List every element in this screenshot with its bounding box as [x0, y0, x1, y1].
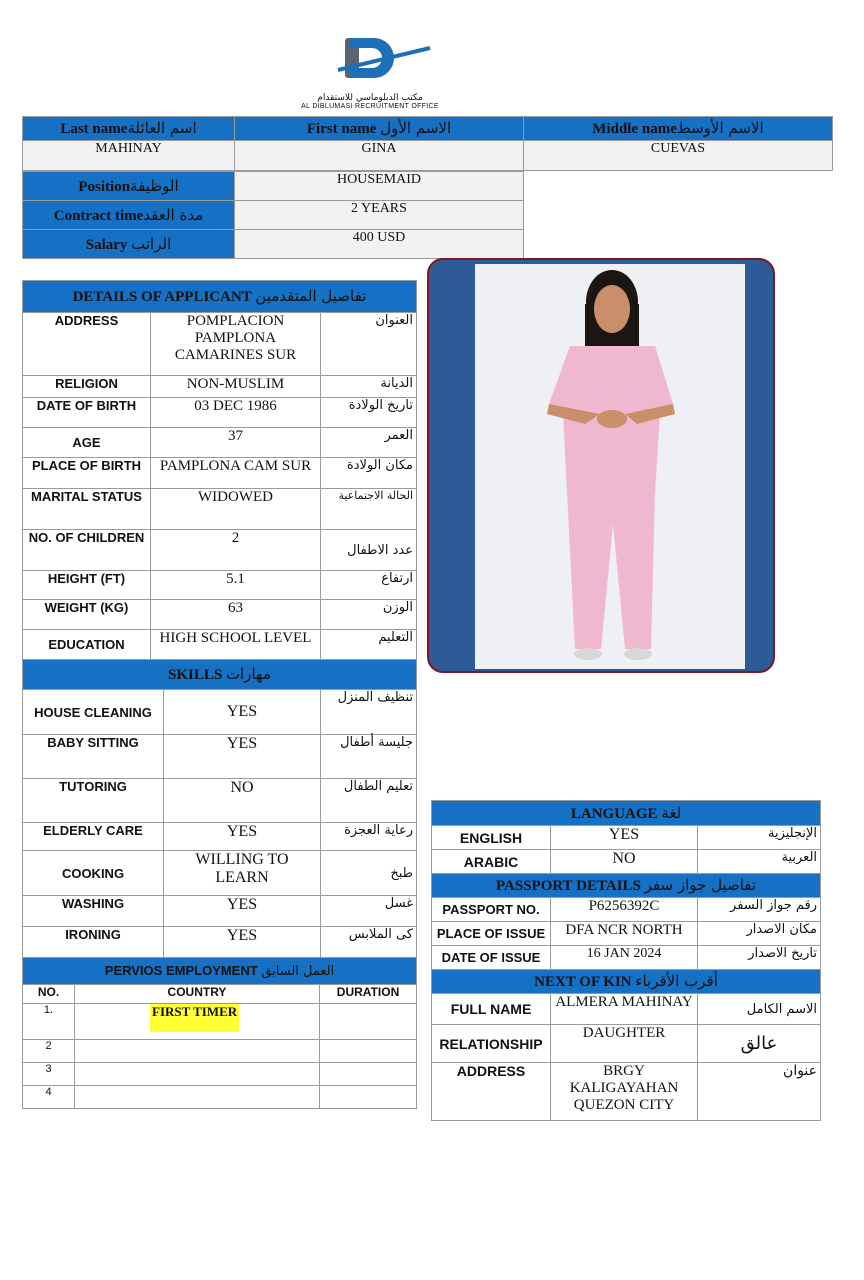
- applicant-row: NO. OF CHILDREN 2 عدد الاطفال: [23, 530, 417, 571]
- applicant-photo: [475, 264, 745, 669]
- employment-row: 1. FIRST TIMER: [23, 1004, 417, 1040]
- salary-label: Salary الراتب: [23, 230, 235, 259]
- skill-row: BABY SITTING YES جليسة أطفال: [23, 735, 417, 779]
- kin-row: FULL NAME ALMERA MAHINAY الاسم الكامل: [432, 994, 821, 1025]
- contract-label: Contract timeمدة العقد: [23, 201, 235, 230]
- employment-table: [22, 957, 417, 1109]
- person-figure-icon: [475, 264, 745, 669]
- first-name-value: GINA: [235, 141, 524, 171]
- language-row: ARABIC NO العربية: [432, 850, 821, 874]
- applicant-row: AGE 37 العمر: [23, 428, 417, 458]
- applicant-row: DATE OF BIRTH 03 DEC 1986 تاريخ الولادة: [23, 398, 417, 428]
- logo-english-text: AL DIBLUMASI RECRUITMENT OFFICE: [301, 103, 439, 110]
- skill-row: HOUSE CLEANING YES تنظيف المنزل: [23, 690, 417, 735]
- passport-row: DATE OF ISSUE 16 JAN 2024 تاريخ الاصدار: [432, 946, 821, 970]
- applicant-table: [22, 280, 417, 660]
- applicant-row: WEIGHT (KG) 63 الوزن: [23, 600, 417, 630]
- skill-row: IRONING YES كى الملابس: [23, 927, 417, 958]
- skill-row: ELDERLY CARE YES رعاية العجزة: [23, 823, 417, 851]
- employment-row: 4: [23, 1086, 417, 1109]
- passport-row: PASSPORT NO. P6256392C رقم جواز السفر: [432, 898, 821, 922]
- applicant-row: RELIGION NON-MUSLIM الديانة: [23, 376, 417, 398]
- job-table: [22, 171, 524, 259]
- kin-header: NEXT OF KIN أقرب الأقرباء: [432, 970, 821, 994]
- skills-header: SKILLS مهارات: [23, 660, 417, 690]
- last-name-value: MAHINAY: [23, 141, 235, 171]
- middle-name-value: CUEVAS: [524, 141, 833, 171]
- language-row: ENGLISH YES الإنجليزية: [432, 826, 821, 850]
- position-value: HOUSEMAID: [235, 172, 524, 201]
- col-duration: DURATION: [320, 985, 417, 1004]
- skill-row: COOKING WILLING TO LEARN طبخ: [23, 851, 417, 896]
- applicant-header: DETAILS OF APPLICANT تفاصيل المتقدمين: [23, 281, 417, 313]
- employment-header: PERVIOS EMPLOYMENT العمل السابق: [23, 958, 417, 985]
- salary-value: 400 USD: [235, 230, 524, 259]
- skills-table: [22, 659, 417, 958]
- applicant-row: MARITAL STATUS WIDOWED الحالة الاجتماعية: [23, 489, 417, 530]
- first-name-header: First name الاسم الأول: [235, 117, 524, 141]
- applicant-row: PLACE OF BIRTH PAMPLONA CAM SUR مكان الولادة: [23, 458, 417, 489]
- passport-header: PASSPORT DETAILS تفاصيل جواز سفر: [432, 874, 821, 898]
- applicant-row: HEIGHT (FT) 5.1 ارتفاع: [23, 571, 417, 600]
- position-label: Positionالوظيفة: [23, 172, 235, 201]
- kin-row: ADDRESS BRGY KALIGAYAHAN QUEZON CITY عنوان: [432, 1063, 821, 1121]
- col-country: COUNTRY: [75, 985, 320, 1004]
- applicant-row: EDUCATION HIGH SCHOOL LEVEL التعليم: [23, 630, 417, 660]
- employment-row: 3: [23, 1063, 417, 1086]
- name-table: [22, 116, 833, 171]
- col-no: NO.: [23, 985, 75, 1004]
- last-name-header: Last nameاسم العائلة: [23, 117, 235, 141]
- language-header: LANGUAGE لغة: [432, 801, 821, 826]
- skill-row: WASHING YES غسل: [23, 896, 417, 927]
- first-timer-highlight: FIRST TIMER: [150, 1004, 239, 1032]
- contract-value: 2 YEARS: [235, 201, 524, 230]
- passport-row: PLACE OF ISSUE DFA NCR NORTH مكان الاصدار: [432, 922, 821, 946]
- applicant-row: ADDRESS POMPLACION PAMPLONA CAMARINES SUR العنوان: [23, 313, 417, 376]
- right-info-table: [431, 800, 821, 1121]
- agency-logo: [300, 30, 440, 115]
- logo-mark-icon: [300, 30, 440, 90]
- skill-row: TUTORING NO تعليم الطفال: [23, 779, 417, 823]
- logo-arabic-text: مكتب الدبلوماسي للاستقدام: [317, 93, 423, 103]
- employment-row: 2: [23, 1040, 417, 1063]
- middle-name-header: Middle nameالاسم الأوسط: [524, 117, 833, 141]
- kin-row: RELATIONSHIP DAUGHTER عالق: [432, 1025, 821, 1063]
